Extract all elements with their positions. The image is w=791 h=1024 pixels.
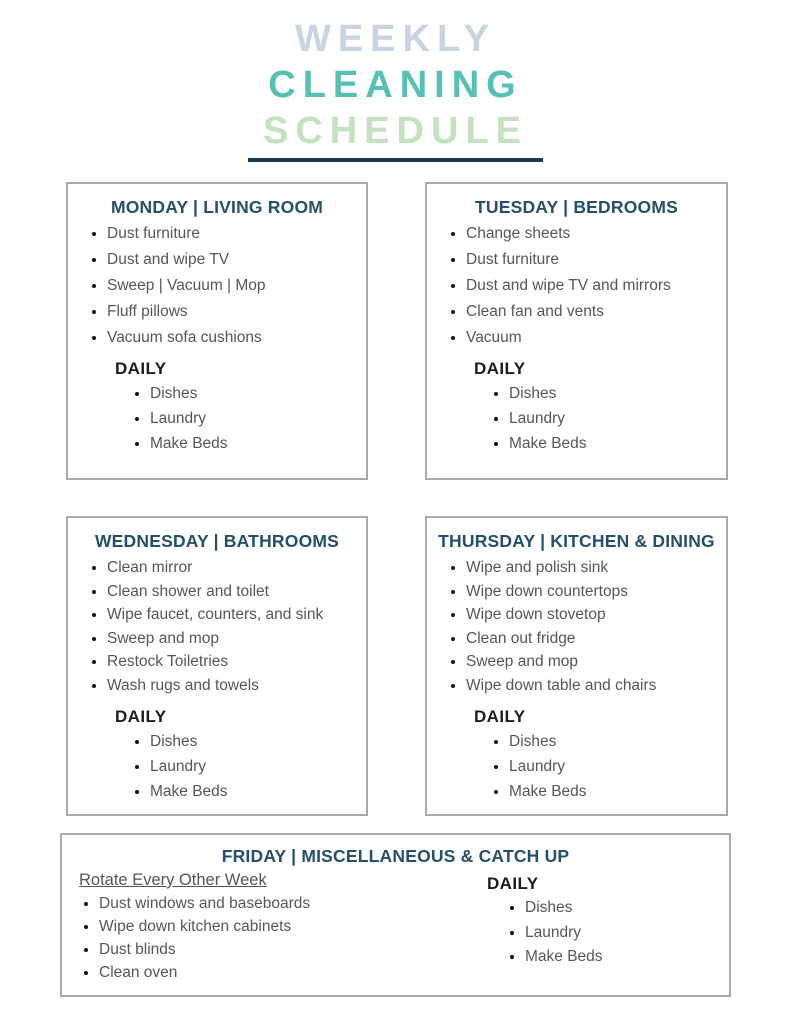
- friday-rotate-column: [79, 870, 440, 987]
- friday-columns: [62, 870, 729, 987]
- card-thursday-header: THURSDAY | KITCHEN & DINING: [438, 531, 715, 551]
- thursday-daily-heading: DAILY: [474, 706, 526, 726]
- card-tuesday-header: TUESDAY | BEDROOMS: [475, 197, 678, 217]
- wednesday-daily-heading: DAILY: [115, 706, 167, 726]
- title-line-weekly: WEEKLY: [294, 18, 497, 60]
- thursday-daily-task-list: [427, 733, 726, 801]
- task-item: • Wipe down table and chairs: [466, 677, 720, 695]
- task-item: • Vacuum sofa cushions: [107, 329, 360, 347]
- task-item: • Change sheets: [466, 225, 720, 243]
- task-item: • Wipe down kitchen cabinets: [99, 918, 434, 936]
- tuesday-daily-heading: DAILY: [474, 359, 526, 378]
- card-wednesday-header: WEDNESDAY | BATHROOMS: [94, 531, 340, 551]
- friday-daily-column: [487, 870, 609, 987]
- task-item: • Clean mirror: [107, 559, 360, 577]
- title-line-schedule: SCHEDULE: [262, 110, 529, 152]
- card-wednesday: [66, 516, 368, 816]
- friday-daily-heading: DAILY: [487, 874, 539, 893]
- task-item: • Dishes: [509, 733, 720, 751]
- task-item: • Make Beds: [509, 435, 720, 453]
- task-item: • Laundry: [525, 924, 603, 942]
- wednesday-daily-task-list: [68, 733, 366, 801]
- monday-daily-heading: DAILY: [115, 359, 167, 378]
- task-item: • Laundry: [509, 758, 720, 776]
- title-underline: [248, 158, 543, 162]
- task-item: • Dishes: [509, 385, 720, 403]
- task-item: • Clean fan and vents: [466, 303, 720, 321]
- card-friday: [60, 833, 731, 997]
- task-item: • Wipe down stovetop: [466, 606, 720, 624]
- task-item: • Wipe down countertops: [466, 583, 720, 601]
- task-item: • Sweep and mop: [466, 653, 720, 671]
- title-line-cleaning: CLEANING: [268, 64, 523, 106]
- task-item: • Wipe faucet, counters, and sink: [107, 606, 360, 624]
- task-item: • Dust and wipe TV: [107, 251, 360, 269]
- friday-daily-task-list: [487, 899, 609, 966]
- task-item: • Dishes: [150, 385, 360, 403]
- task-item: • Sweep | Vacuum | Mop: [107, 277, 360, 295]
- task-item: • Sweep and mop: [107, 630, 360, 648]
- task-item: • Wash rugs and towels: [107, 677, 360, 695]
- task-item: • Dust blinds: [99, 941, 434, 959]
- task-item: • Make Beds: [150, 783, 360, 801]
- tuesday-task-list: [427, 225, 726, 347]
- task-item: • Make Beds: [525, 948, 603, 966]
- task-item: • Wipe and polish sink: [466, 559, 720, 577]
- rotate-every-other-week-label: Rotate Every Other Week: [79, 871, 267, 889]
- task-item: • Dishes: [150, 733, 360, 751]
- monday-task-list: [68, 225, 366, 347]
- card-thursday: [425, 516, 728, 816]
- task-item: • Make Beds: [509, 783, 720, 801]
- task-item: • Vacuum: [466, 329, 720, 347]
- task-item: • Dust windows and baseboards: [99, 895, 434, 913]
- task-item: • Laundry: [509, 410, 720, 428]
- task-item: • Dust furniture: [107, 225, 360, 243]
- task-item: • Clean oven: [99, 964, 434, 982]
- task-item: • Dishes: [525, 899, 603, 917]
- monday-daily-task-list: [68, 385, 366, 453]
- wednesday-task-list: [68, 559, 366, 695]
- task-item: • Make Beds: [150, 435, 360, 453]
- card-friday-header: FRIDAY | MISCELLANEOUS & CATCH UP: [221, 846, 570, 866]
- task-item: • Laundry: [150, 410, 360, 428]
- task-item: • Restock Toiletries: [107, 653, 360, 671]
- task-item: • Dust furniture: [466, 251, 720, 269]
- task-item: • Laundry: [150, 758, 360, 776]
- task-item: • Clean shower and toilet: [107, 583, 360, 601]
- thursday-task-list: [427, 559, 726, 695]
- tuesday-daily-task-list: [427, 385, 726, 453]
- page-title: [0, 0, 791, 162]
- friday-task-list: [79, 895, 440, 982]
- card-monday-header: MONDAY | LIVING ROOM: [110, 197, 324, 217]
- task-item: • Fluff pillows: [107, 303, 360, 321]
- task-item: • Clean out fridge: [466, 630, 720, 648]
- card-tuesday: [425, 182, 728, 480]
- task-item: • Dust and wipe TV and mirrors: [466, 277, 720, 295]
- card-monday: [66, 182, 368, 480]
